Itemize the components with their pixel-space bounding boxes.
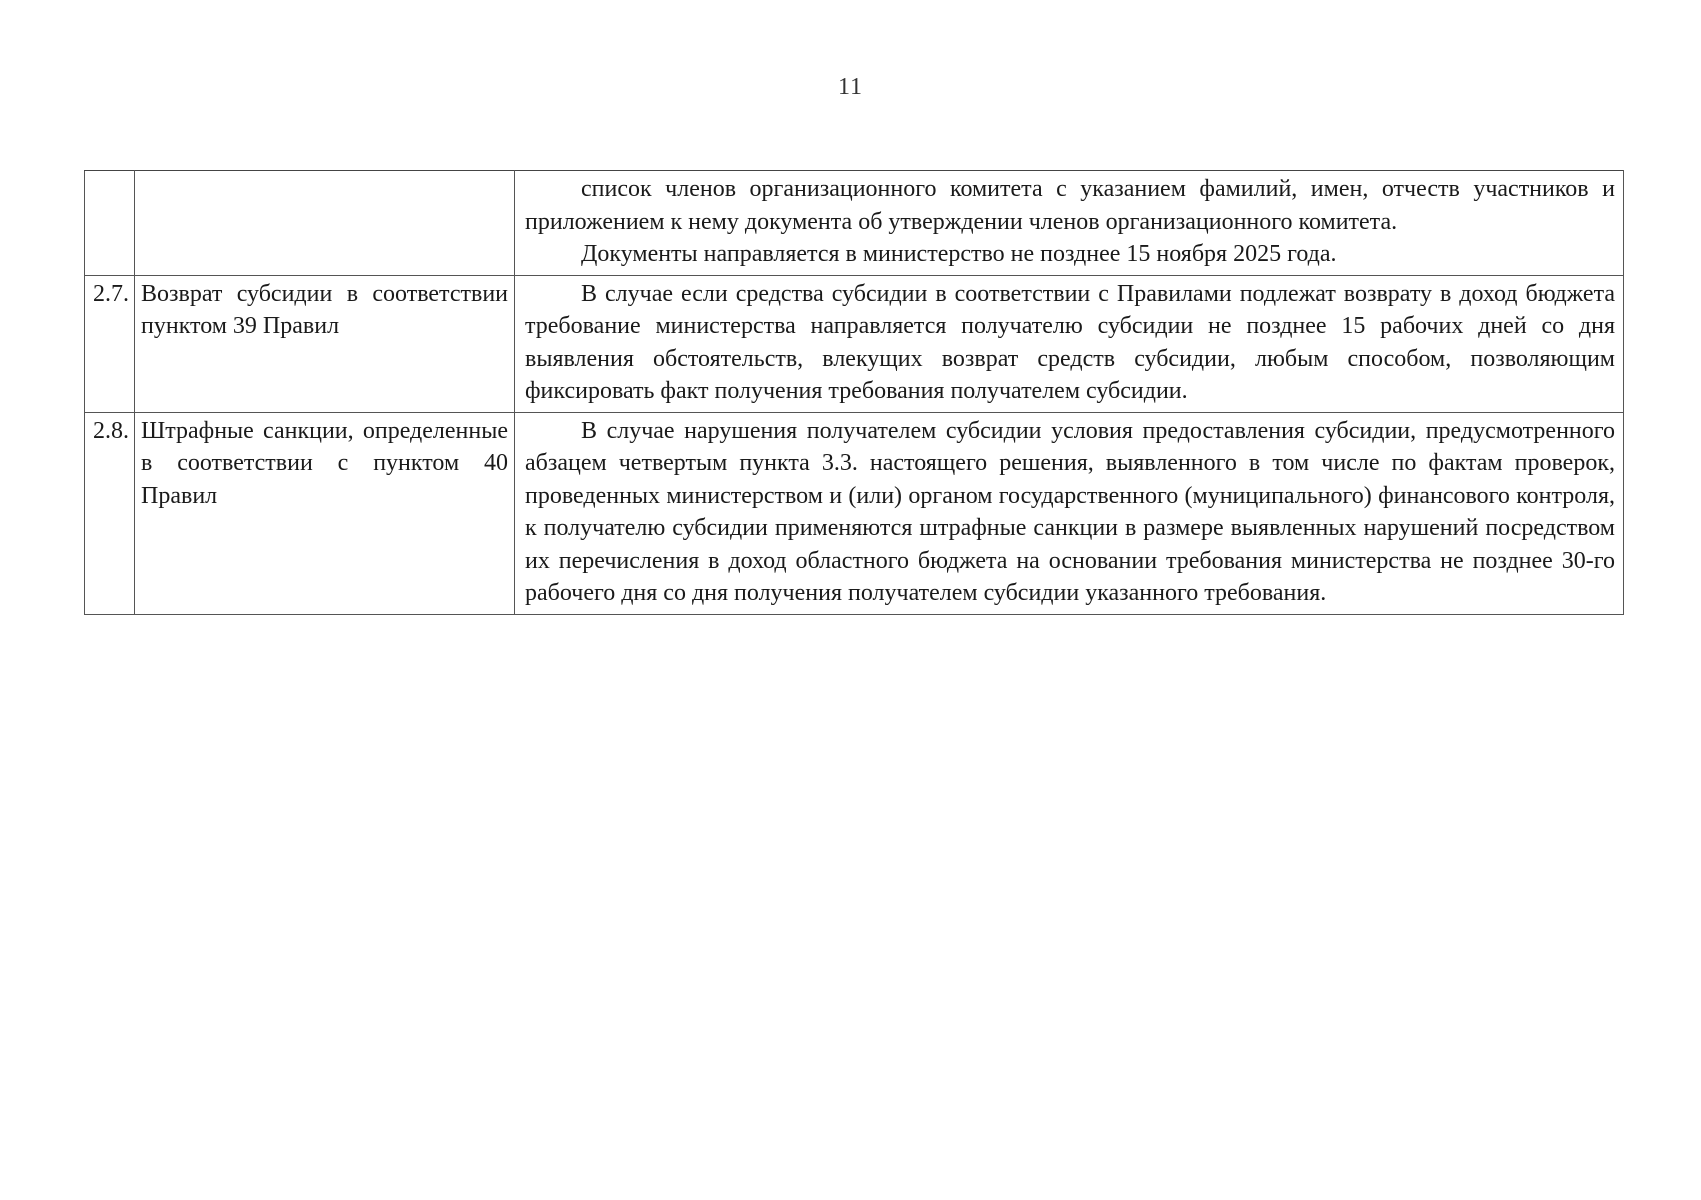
content-paragraph: Документы направляется в министерство не позднее 15 ноября 2025 года. (581, 241, 1337, 267)
page-number: 11 (837, 74, 864, 100)
row-name: Возврат субсидии в соответствии пунктом 39 Правил (135, 275, 515, 412)
table-row (85, 275, 1624, 412)
table-row (85, 412, 1624, 614)
table-row (85, 171, 1624, 276)
row-content (515, 412, 1624, 614)
row-content (515, 171, 1624, 276)
row-name: Штрафные санкции, определенные в соответствии с пунктом 40 Правил (135, 412, 515, 614)
content-paragraph: В случае нарушения получателем субсидии условия предоставления субсидии, предусмотренного абзацем четвертым пункта 3.3. настоящего решения, выявленного в том числе по фактам проверок, проведенных министерством и (или) органом государственного (муниципального) финансового контроля, к получателю субсидии применяются штрафные санкции в размере выявленных нарушений посредством их перечисления в доход областного бюджета на основании требования министерства не позднее 30-го рабочего дня со дня получения получателем субсидии указанного требования. (525, 417, 1615, 606)
row-number: 2.7. (85, 275, 135, 412)
document-table (84, 170, 1624, 615)
content-paragraph: список членов организационного комитета с указанием фамилий, имен, отчеств участников и приложением к нему документа об утверждении членов организационного комитета. (525, 176, 1615, 235)
row-number: 2.8. (85, 412, 135, 614)
row-name (135, 171, 515, 276)
content-paragraph: В случае если средства субсидии в соответствии с Правилами подлежат возврату в доход бюджета требование министерства направляется получателю субсидии не позднее 15 рабочих дней со дня выявления обстоятельств, влекущих возврат средств субсидии, любым способом, позволяющим фиксировать факт получения требования получателем субсидии. (525, 280, 1615, 404)
row-number (85, 171, 135, 276)
row-content (515, 275, 1624, 412)
